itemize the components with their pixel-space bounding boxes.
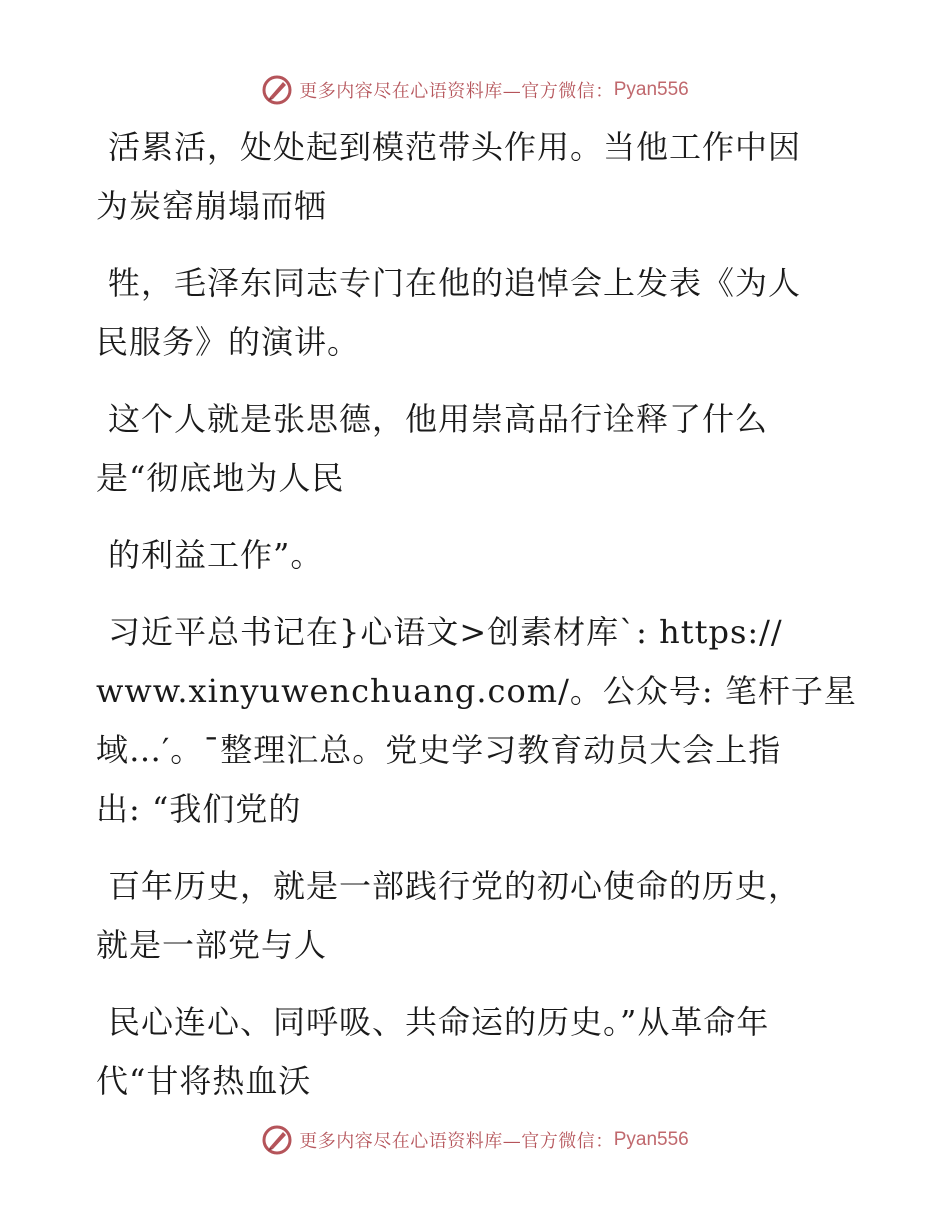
paragraph: [96, 993, 836, 1111]
header-banner: [0, 70, 950, 110]
text-line: 域…′。¯整理汇总。党史学习教育动员大会上指: [96, 731, 782, 769]
text-line: 民心连心、同呼吸、共命运的历史。”从革命年: [108, 1003, 770, 1041]
text-line: 活累活，处处起到模范带头作用。当他工作中因: [108, 128, 802, 166]
paragraph: [96, 390, 836, 508]
footer-banner: [0, 1120, 950, 1160]
text-line: 民服务》的演讲。: [96, 323, 361, 361]
paragraph: [96, 857, 836, 975]
text-line: 出: “我们党的: [96, 790, 302, 828]
quill-pen-logo-icon: [261, 74, 293, 106]
text-line: 习近平总书记在}心语文>创素材库`: https://: [108, 613, 783, 651]
text-line: 就是一部党与人: [96, 926, 328, 964]
text-line: 为炭窑崩塌而牺: [96, 187, 328, 225]
paragraph: [96, 603, 857, 839]
document-body: [96, 118, 857, 1129]
text-line: 代“甘将热血沃: [96, 1062, 312, 1100]
text-line: 百年历史，就是一部践行党的初心使命的历史，: [108, 867, 802, 905]
banner-text: 更多内容尽在心语资料库—官方微信：: [299, 81, 614, 102]
text-line: 的利益工作”。: [108, 536, 324, 574]
text-line: www.xinyuwenchuang.com/。公众号: 笔杆子星: [96, 672, 857, 710]
text-line: 是“彻底地为人民: [96, 459, 345, 497]
quill-pen-logo-icon: [261, 1124, 293, 1156]
text-line: 这个人就是张思德，他用崇高品行诠释了什么: [108, 400, 769, 438]
banner-text: 更多内容尽在心语资料库—官方微信：: [299, 1131, 614, 1152]
paragraph: [96, 254, 836, 372]
wechat-id: Pyan556: [613, 79, 689, 100]
text-line: 牲，毛泽东同志专门在他的追悼会上发表《为人: [108, 264, 802, 302]
paragraph: [96, 526, 836, 585]
wechat-id: Pyan556: [613, 1129, 689, 1150]
paragraph: [96, 118, 836, 236]
